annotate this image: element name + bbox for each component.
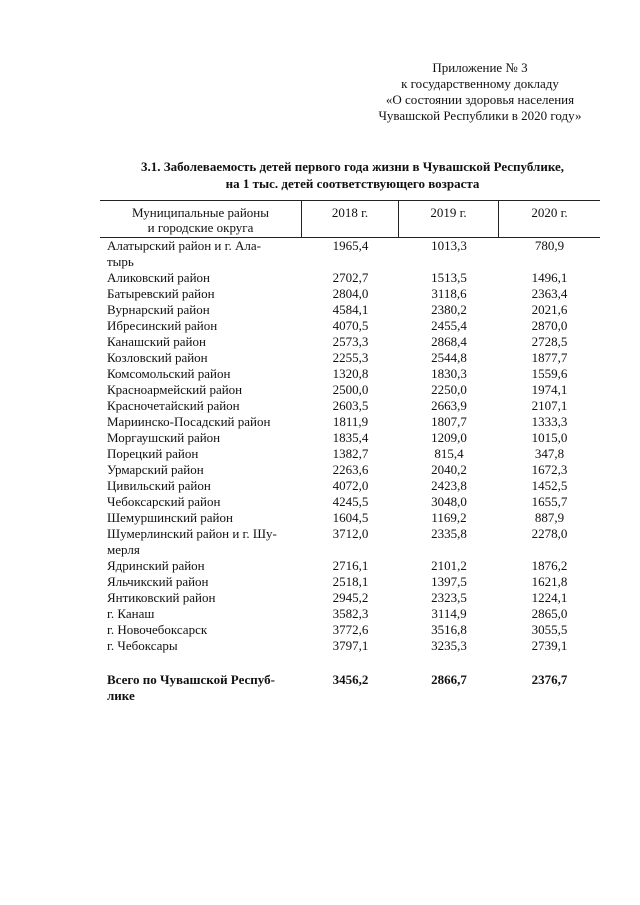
row-name-line: Красночетайский район [107, 398, 240, 413]
value-2019: 3118,6 [431, 286, 467, 301]
value-2019: 3048,0 [431, 494, 467, 509]
value-2018: 2945,2 [332, 590, 369, 605]
table-body [100, 238, 600, 654]
row-name [100, 558, 302, 574]
header-municipality [100, 201, 302, 237]
value-2018: 1604,5 [332, 510, 369, 525]
value-2018: 2603,5 [332, 398, 369, 413]
row-name-line: Цивильский район [107, 478, 211, 493]
table-row [100, 350, 600, 366]
value-2020: 1559,6 [531, 366, 568, 381]
value-2020: 1496,1 [531, 270, 568, 285]
value-2018: 2255,3 [332, 350, 369, 365]
total-name-line: Всего по Чувашской Респуб- [107, 672, 275, 687]
row-name [100, 622, 302, 638]
table-row [100, 558, 600, 574]
row-name-line: г. Чебоксары [107, 638, 178, 653]
table-row [100, 382, 600, 398]
row-name-line: Козловский район [107, 350, 208, 365]
value-2018: 1811,9 [332, 414, 369, 429]
table-row [100, 510, 600, 526]
row-name [100, 590, 302, 606]
row-name [100, 286, 302, 302]
row-name [100, 414, 302, 430]
header-2018: 2018 г. [302, 201, 399, 237]
value-2018: 2804,0 [332, 286, 369, 301]
total-2019: 2866,7 [431, 672, 467, 687]
value-2019: 1807,7 [431, 414, 467, 429]
appendix-line: к государственному докладу [401, 76, 559, 91]
table-row [100, 606, 600, 622]
value-2019: 1513,5 [431, 270, 467, 285]
row-name-line: Шумерлинский район и г. Шу- [107, 526, 277, 541]
row-name-line: Шемуршинский район [107, 510, 233, 525]
row-name [100, 446, 302, 462]
row-name-line: тырь [107, 254, 134, 269]
value-2019: 2455,4 [431, 318, 467, 333]
value-2020: 1974,1 [531, 382, 568, 397]
value-2018: 4245,5 [332, 494, 369, 509]
value-2020: 2363,4 [531, 286, 568, 301]
table-row [100, 574, 600, 590]
value-2019: 2868,4 [431, 334, 467, 349]
table-row [100, 446, 600, 462]
row-name-line: Алатырский район и г. Ала- [107, 238, 261, 253]
appendix-line: Чувашской Республики в 2020 году» [378, 108, 582, 123]
value-2018: 1835,4 [332, 430, 369, 445]
value-2019: 3235,3 [431, 638, 467, 653]
appendix-line: «О состоянии здоровья населения [385, 92, 575, 107]
value-2020: 2865,0 [531, 606, 568, 621]
value-2020: 1621,8 [531, 574, 568, 589]
total-name [100, 672, 302, 704]
row-name-line: Урмарский район [107, 462, 204, 477]
morbidity-table [100, 200, 600, 704]
row-name-line: Батыревский район [107, 286, 215, 301]
row-name [100, 350, 302, 366]
row-name-line: Чебоксарский район [107, 494, 221, 509]
row-name [100, 638, 302, 654]
value-2019: 2380,2 [431, 302, 467, 317]
row-name [100, 302, 302, 318]
row-name [100, 366, 302, 382]
row-name [100, 494, 302, 510]
value-2019: 1209,0 [431, 430, 467, 445]
row-name-line: мерля [107, 542, 140, 557]
table-row [100, 398, 600, 414]
table-row [100, 318, 600, 334]
row-name [100, 238, 302, 270]
value-2020: 2107,1 [531, 398, 568, 413]
row-name-line: Ядринский район [107, 558, 205, 573]
appendix-note [340, 60, 620, 124]
table-row [100, 366, 600, 382]
row-name-line: Комсомольский район [107, 366, 231, 381]
total-2018: 3456,2 [332, 672, 369, 687]
table-row [100, 270, 600, 286]
row-name [100, 462, 302, 478]
row-name-line: Моргаушский район [107, 430, 221, 445]
row-name-line: Красноармейский район [107, 382, 243, 397]
value-2020: 1333,3 [531, 414, 568, 429]
row-name [100, 318, 302, 334]
value-2020: 1672,3 [531, 462, 568, 477]
value-2019: 3114,9 [431, 606, 467, 621]
row-name-line: Ибресинский район [107, 318, 218, 333]
value-2019: 1397,5 [431, 574, 467, 589]
value-2018: 1965,4 [332, 238, 369, 253]
table-row [100, 494, 600, 510]
value-2020: 1655,7 [531, 494, 568, 509]
header-municipality-line: Муниципальные районы [132, 205, 269, 220]
row-name-line: Аликовский район [107, 270, 210, 285]
row-name [100, 430, 302, 446]
table-row [100, 638, 600, 654]
row-name-line: г. Канаш [107, 606, 155, 621]
value-2020: 1452,5 [531, 478, 568, 493]
value-2020: 2739,1 [531, 638, 568, 653]
value-2019: 2663,9 [431, 398, 467, 413]
header-municipality-line: и городские округа [147, 220, 254, 235]
value-2018: 1320,8 [332, 366, 369, 381]
row-name [100, 606, 302, 622]
table-row [100, 302, 600, 318]
table-row [100, 430, 600, 446]
value-2020: 2728,5 [531, 334, 568, 349]
row-name [100, 574, 302, 590]
value-2019: 815,4 [434, 446, 464, 461]
value-2020: 1876,2 [531, 558, 568, 573]
row-name-line: Яльчикский район [107, 574, 209, 589]
value-2018: 2716,1 [332, 558, 369, 573]
value-2019: 2323,5 [431, 590, 467, 605]
table-row [100, 590, 600, 606]
value-2019: 2423,8 [431, 478, 467, 493]
value-2019: 1169,2 [431, 510, 467, 525]
value-2020: 1224,1 [531, 590, 568, 605]
value-2020: 887,9 [534, 510, 565, 525]
value-2019: 2101,2 [431, 558, 467, 573]
table-header [100, 200, 600, 238]
value-2020: 3055,5 [531, 622, 568, 637]
row-name [100, 526, 302, 558]
value-2018: 4072,0 [332, 478, 369, 493]
row-name [100, 334, 302, 350]
value-2019: 2250,0 [431, 382, 467, 397]
value-2018: 2500,0 [332, 382, 369, 397]
table-row [100, 286, 600, 302]
value-2018: 1382,7 [332, 446, 369, 461]
table-row [100, 238, 600, 270]
value-2020: 1877,7 [531, 350, 568, 365]
table-row [100, 462, 600, 478]
row-name [100, 398, 302, 414]
row-name-line: Вурнарский район [107, 302, 210, 317]
appendix-number: Приложение № 3 [432, 60, 528, 75]
value-2018: 2518,1 [332, 574, 369, 589]
header-2019: 2019 г. [399, 201, 499, 237]
table-row [100, 414, 600, 430]
value-2020: 780,9 [534, 238, 565, 253]
value-2019: 2040,2 [431, 462, 467, 477]
value-2019: 1013,3 [431, 238, 467, 253]
value-2018: 4070,5 [332, 318, 369, 333]
table-row [100, 622, 600, 638]
header-2020: 2020 г. [531, 205, 568, 220]
value-2020: 2278,0 [531, 526, 568, 541]
table-total-row [100, 672, 600, 704]
table-row [100, 334, 600, 350]
total-2020: 2376,7 [531, 672, 568, 687]
value-2018: 4584,1 [332, 302, 369, 317]
row-name-line: Янтиковский район [107, 590, 216, 605]
value-2018: 2573,3 [332, 334, 369, 349]
value-2018: 2702,7 [332, 270, 369, 285]
row-name [100, 270, 302, 286]
value-2018: 3772,6 [332, 622, 369, 637]
table-row [100, 526, 600, 558]
row-name [100, 382, 302, 398]
row-name-line: Мариинско-Посадский район [107, 414, 271, 429]
row-name-line: Канашский район [107, 334, 206, 349]
table-title-line: 3.1. Заболеваемость детей первого года жизни в Чувашской Республике, [140, 159, 565, 174]
value-2020: 2021,6 [531, 302, 568, 317]
value-2019: 3516,8 [431, 622, 467, 637]
value-2019: 2544,8 [431, 350, 467, 365]
table-title-line: на 1 тыс. детей соответствующего возраста [225, 176, 480, 191]
value-2018: 3712,0 [332, 526, 369, 541]
value-2020: 1015,0 [531, 430, 568, 445]
value-2018: 3582,3 [332, 606, 369, 621]
value-2018: 3797,1 [332, 638, 369, 653]
row-name [100, 478, 302, 494]
value-2020: 2870,0 [531, 318, 568, 333]
value-2019: 2335,8 [431, 526, 467, 541]
total-name-line: лике [107, 688, 135, 703]
value-2020: 347,8 [534, 446, 565, 461]
table-title [95, 158, 610, 192]
row-name-line: Порецкий район [107, 446, 199, 461]
table-row [100, 478, 600, 494]
row-name [100, 510, 302, 526]
value-2019: 1830,3 [431, 366, 467, 381]
value-2018: 2263,6 [332, 462, 369, 477]
row-name-line: г. Новочебоксарск [107, 622, 208, 637]
